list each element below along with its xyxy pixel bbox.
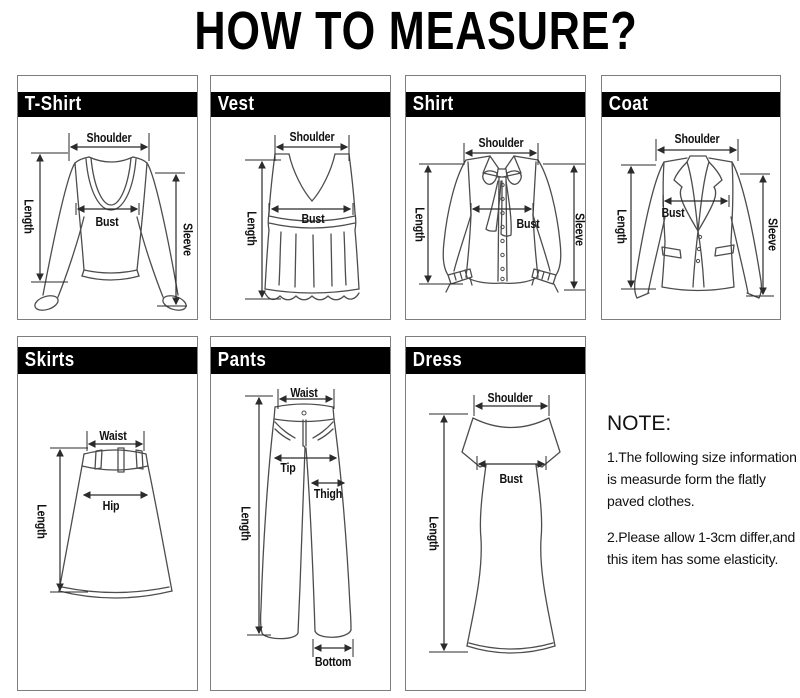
panel-pants-body (211, 374, 390, 690)
panel-skirts (17, 336, 198, 691)
shirt-shoulder-label: Shoulder (478, 135, 524, 150)
tshirt-garment-art (33, 157, 188, 313)
shirt-length-label: Length (412, 207, 428, 242)
coat-garment-art (635, 156, 762, 298)
panel-coat-body (602, 117, 780, 319)
panel-skirts-body (18, 374, 197, 690)
panel-tshirt-title: T-Shirt (24, 93, 82, 115)
note-item-2: 2.Please allow 1-3cm differ,and this item has some elasticity. (607, 529, 796, 567)
panel-vest-title: Vest (217, 93, 255, 115)
panel-pants (210, 336, 391, 691)
panel-coat-header (602, 92, 780, 117)
panel-skirts-header (18, 347, 197, 374)
shirt-bust-label: Bust (516, 216, 540, 231)
dress-shoulder-label: Shoulder (487, 390, 533, 405)
panel-coat (601, 75, 781, 320)
panel-dress-body (406, 374, 585, 690)
pants-garment-art (261, 404, 351, 639)
panel-dress-title: Dress (412, 349, 463, 371)
note-item-1: 1.The following size information is measurde form the flatly paved clothes. (607, 449, 797, 509)
panel-vest-body (211, 117, 390, 319)
panel-tshirt-body (18, 117, 197, 319)
vest-garment-art (265, 154, 359, 300)
panel-shirt-title: Shirt (412, 93, 454, 115)
vest-length-label: Length (244, 211, 260, 246)
panel-tshirt-header (18, 92, 197, 117)
tshirt-sleeve-label: Sleeve (180, 223, 196, 256)
skirts-hip-label: Hip (102, 498, 120, 513)
coat-bust-label: Bust (661, 205, 685, 220)
panel-pants-title: Pants (217, 349, 267, 371)
shirt-sleeve-label: Sleeve (572, 213, 588, 246)
skirts-waist-label: Waist (99, 428, 127, 443)
vest-shoulder-label: Shoulder (289, 129, 335, 144)
panel-shirt-header (406, 92, 585, 117)
panel-skirts-title: Skirts (24, 349, 75, 371)
skirt-length-arrow (50, 448, 88, 592)
panel-pants-header (211, 347, 390, 374)
skirt-garment-art (59, 448, 172, 598)
skirts-length-label: Length (34, 504, 50, 539)
pants-length-label: Length (238, 506, 254, 541)
page-title: HOW TO MEASURE? (194, 1, 638, 61)
panel-shirt-body (406, 117, 588, 319)
panel-dress-header (406, 347, 585, 374)
panel-shirt (405, 75, 586, 320)
coat-shoulder-label: Shoulder (674, 131, 720, 146)
dress-length-label: Length (426, 516, 442, 551)
note-title: NOTE: (607, 412, 672, 435)
pants-tip-label: Tip (280, 460, 296, 475)
coat-length-label: Length (614, 209, 630, 244)
pants-thigh-label: Thigh (313, 486, 343, 501)
pants-waist-label: Waist (290, 385, 318, 400)
panel-dress (405, 336, 586, 691)
dress-garment-art (462, 418, 560, 653)
tshirt-length-label: Length (21, 199, 37, 234)
vest-bust-label: Bust (301, 211, 325, 226)
dress-bust-label: Bust (499, 471, 523, 486)
panel-vest (210, 75, 391, 320)
dress-bust-arrow (477, 456, 546, 470)
panel-vest-header (211, 92, 390, 117)
panel-tshirt (17, 75, 198, 320)
coat-sleeve-label: Sleeve (765, 218, 781, 251)
note-section (607, 412, 800, 570)
tshirt-shoulder-label: Shoulder (86, 130, 132, 145)
pants-bottom-label: Bottom (314, 654, 352, 669)
panel-coat-title: Coat (608, 93, 649, 115)
tshirt-bust-label: Bust (95, 214, 119, 229)
